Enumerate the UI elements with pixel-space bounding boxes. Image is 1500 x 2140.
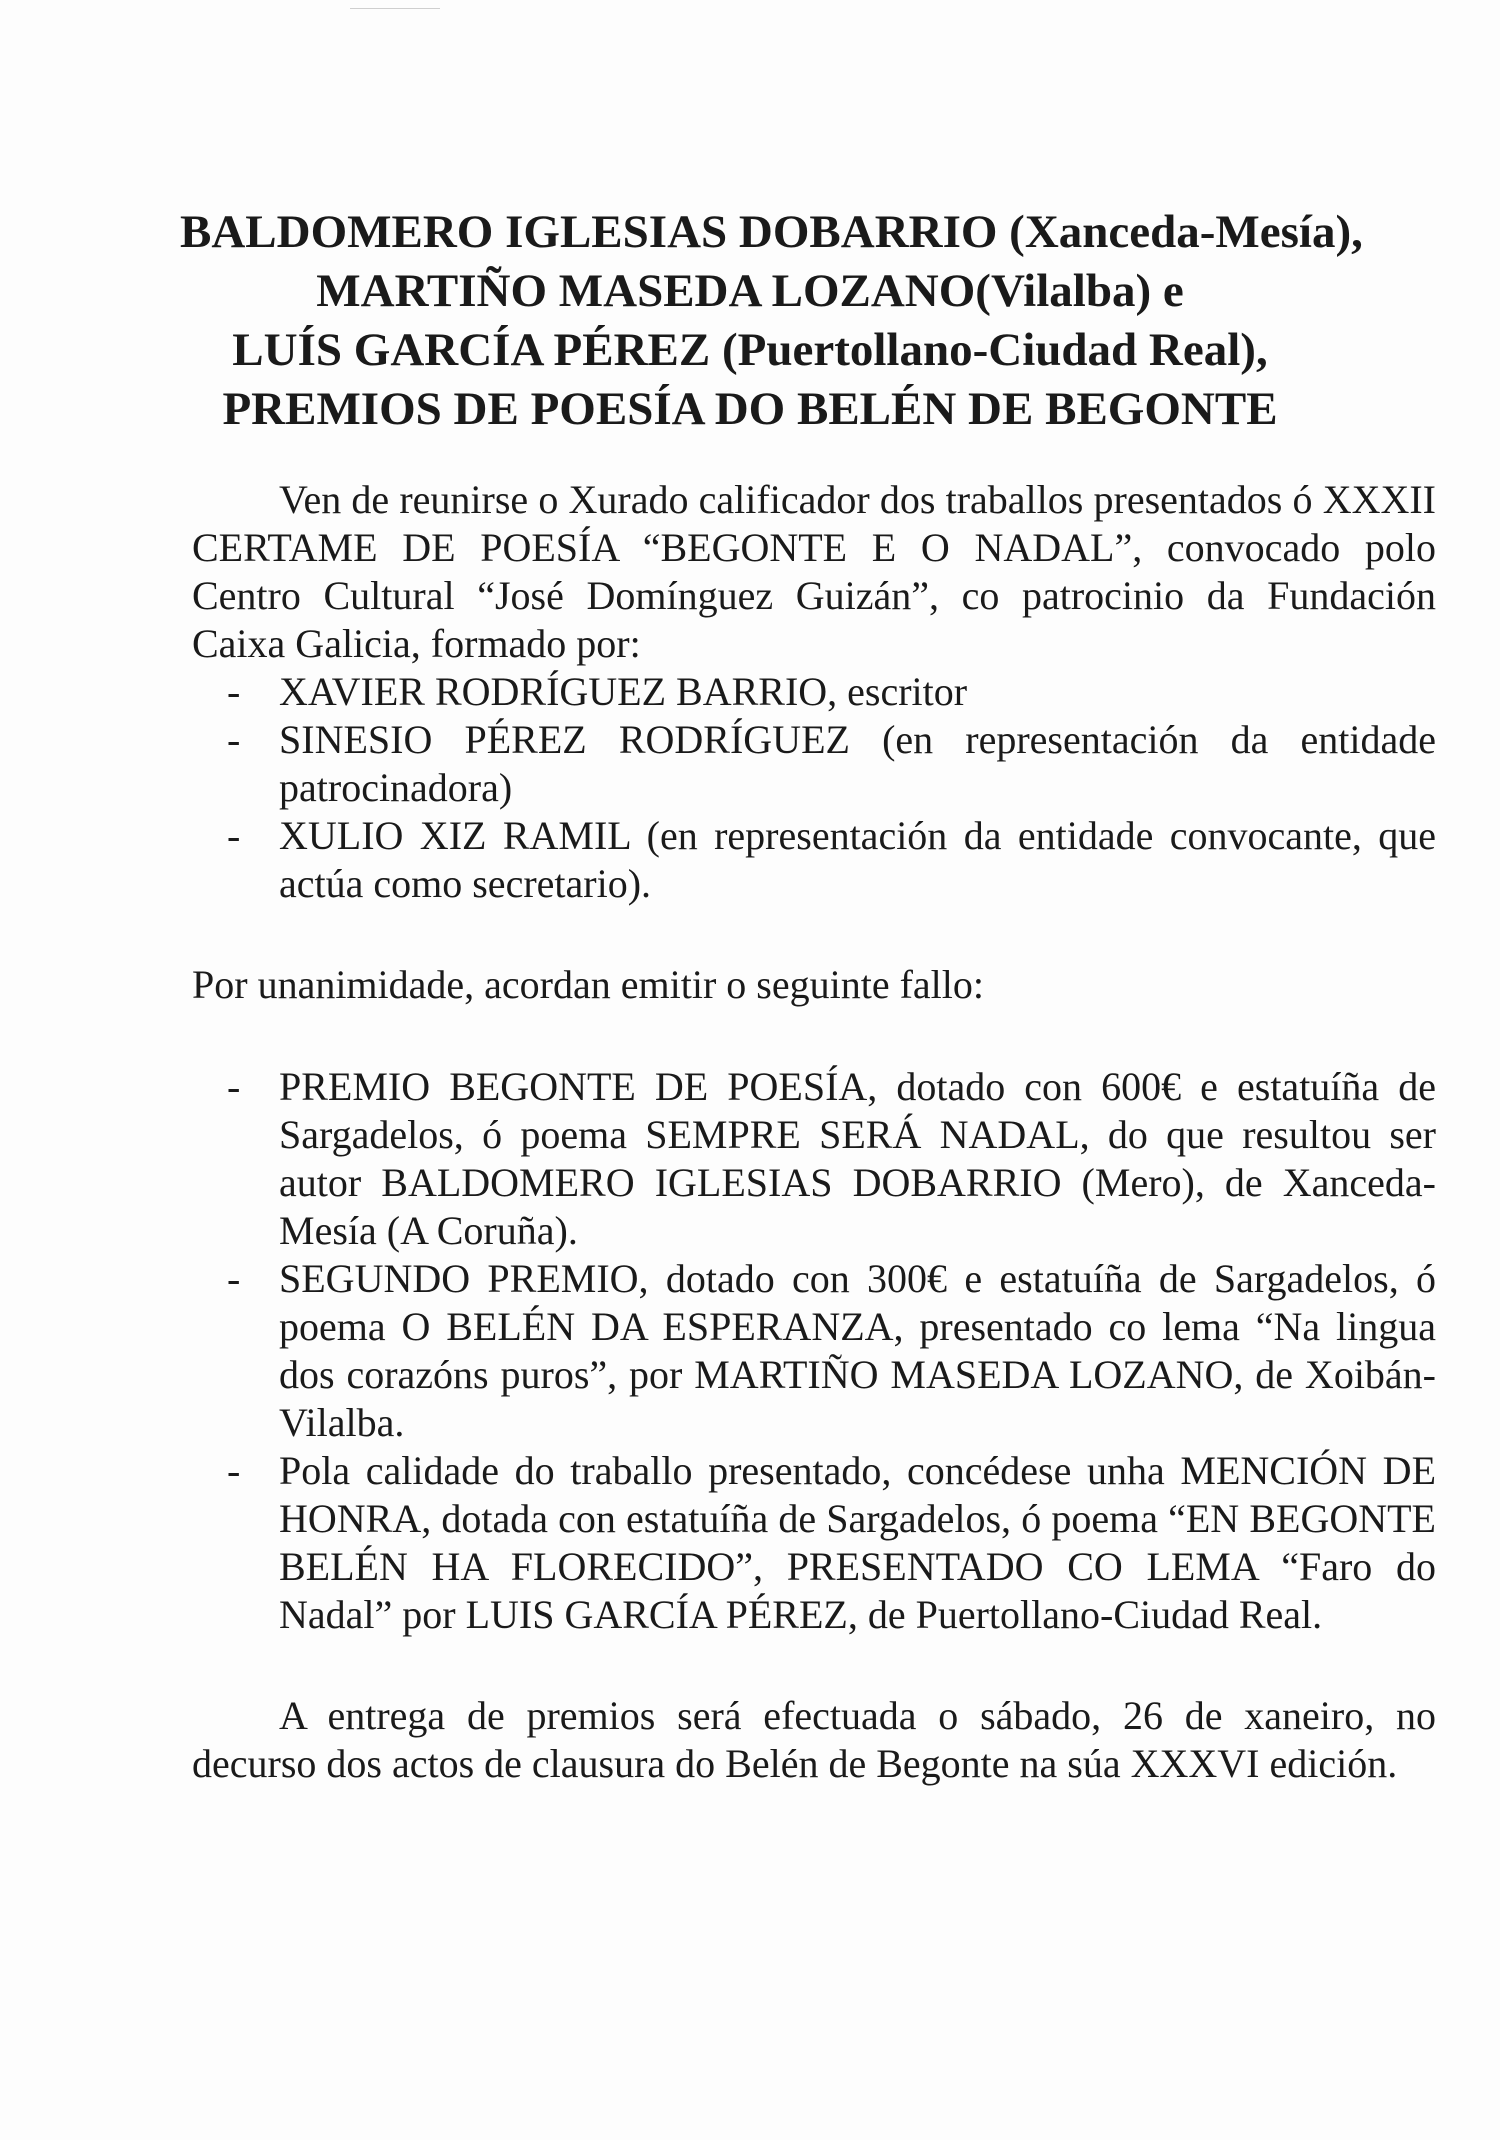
jury-member xyxy=(192,812,1436,908)
list-dash: - xyxy=(227,717,241,762)
list-dash: - xyxy=(227,1064,241,1109)
list-dash: - xyxy=(227,1448,241,1493)
document-title xyxy=(180,203,1363,439)
jury-member-text: XULIO XIZ RAMIL (en representación da entidade convocante, que actúa como secretario). xyxy=(279,813,1436,906)
list-dash: - xyxy=(227,669,241,714)
award-item xyxy=(192,1255,1436,1447)
verdict-intro: Por unanimidade, acordan emitir o seguinte fallo: xyxy=(192,962,984,1007)
award-text: Pola calidade do traballo presentado, concédese unha MENCIÓN DE HONRA, dotada con estatuíña de Sargadelos, ó poema “EN BEGONTE BELÉN HA FLORECIDO”, PRESENTADO CO LEMA “Faro do Nadal” por LUIS GARCÍA PÉREZ, de Puertollano-Ciudad Real. xyxy=(279,1448,1436,1637)
award-text: SEGUNDO PREMIO, dotado con 300€ e estatuíña de Sargadelos, ó poema O BELÉN DA ESPERANZA, presentado co lema “Na lingua dos corazóns puros”, por MARTIÑO MASEDA LOZANO, de Xoibán-Vilalba. xyxy=(279,1256,1436,1445)
title-line-3: LUÍS GARCÍA PÉREZ (Puertollano-Ciudad Real), xyxy=(232,324,1268,376)
jury-member-text: XAVIER RODRÍGUEZ BARRIO, escritor xyxy=(279,669,968,714)
awards-list xyxy=(192,1063,1436,1639)
document-body xyxy=(192,476,1436,1788)
jury-member-text: SINESIO PÉREZ RODRÍGUEZ (en representación da entidade patrocinadora) xyxy=(279,717,1436,810)
award-item xyxy=(192,1447,1436,1639)
scan-mark xyxy=(350,8,440,9)
title-line-1: BALDOMERO IGLESIAS DOBARRIO (Xanceda-Mesía), xyxy=(180,206,1363,258)
list-dash: - xyxy=(227,813,241,858)
list-dash: - xyxy=(227,1256,241,1301)
award-item xyxy=(192,1063,1436,1255)
title-line-4: PREMIOS DE POESÍA DO BELÉN DE BEGONTE xyxy=(222,383,1278,435)
jury-list xyxy=(192,668,1436,908)
award-text: PREMIO BEGONTE DE POESÍA, dotado con 600€ e estatuíña de Sargadelos, ó poema SEMPRE SERÁ NADAL, do que resultou ser autor BALDOMERO IGLESIAS DOBARRIO (Mero), de Xanceda-Mesía (A Coruña). xyxy=(279,1064,1436,1253)
jury-member xyxy=(192,668,1436,716)
closing-paragraph: A entrega de premios será efectuada o sábado, 26 de xaneiro, no decurso dos actos de clausura do Belén de Begonte na súa XXXVI edición. xyxy=(192,1693,1436,1786)
title-line-2: MARTIÑO MASEDA LOZANO(Vilalba) e xyxy=(316,265,1184,317)
intro-paragraph: Ven de reunirse o Xurado calificador dos traballos presentados ó XXXII CERTAME DE POESÍA “BEGONTE E O NADAL”, convocado polo Centro Cultural “José Domínguez Guizán”, co patrocinio da Fundación Caixa Galicia, formado por: xyxy=(192,477,1436,666)
jury-member xyxy=(192,716,1436,812)
